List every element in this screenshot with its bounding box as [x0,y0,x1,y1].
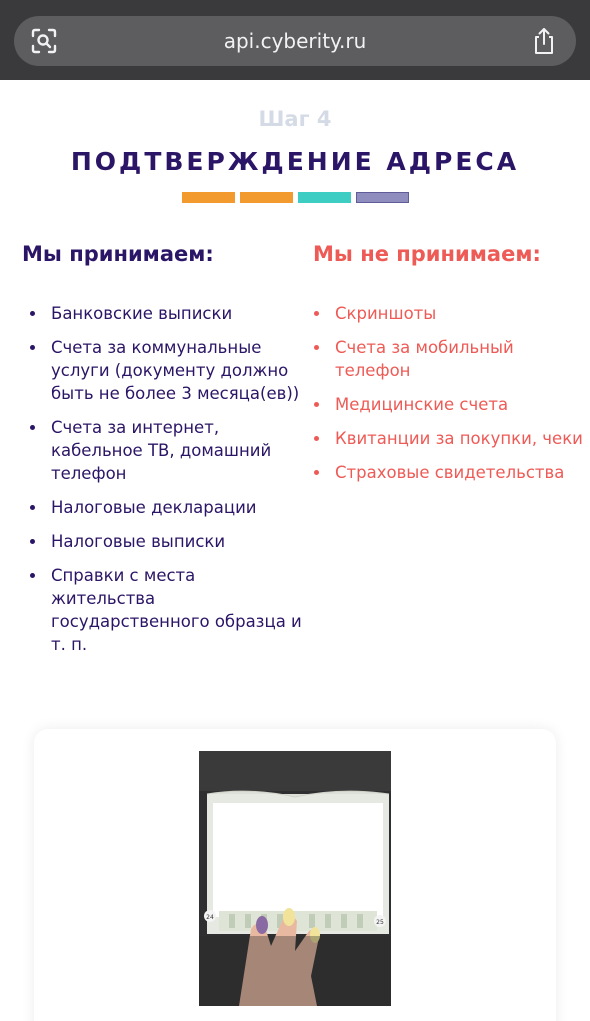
list-item: Скриншоты [312,302,590,325]
list-item: Банковские выписки [28,302,304,325]
url-text: api.cyberity.ru [223,29,367,53]
progress-segment [240,192,293,203]
list-item: Налоговые выписки [28,530,304,553]
progress-segment [182,192,235,203]
address-bar[interactable] [14,16,576,66]
page-number: 25 [376,919,384,926]
list-item: Квитанции за покупки, чеки [312,427,590,450]
progress-segment [356,192,409,203]
example-document-photo [199,751,391,1006]
list-item: Налоговые декларации [28,496,304,519]
list-item: Медицинские счета [312,393,590,416]
step-label: Шаг 4 [258,107,332,131]
list-item: Счета за коммунальные услуги (документу должно быть не более 3 месяца(ев)) [28,336,304,405]
step-progress [182,192,409,204]
rejected-list [312,302,590,495]
page-number: 24 [206,914,214,921]
progress-segment [298,192,351,203]
accepted-heading: Мы принимаем: [22,242,214,266]
list-item: Счета за интернет, кабельное ТВ, домашний телефон [28,416,304,485]
browser-toolbar [0,0,590,80]
list-item: Страховые свидетельства [312,461,590,484]
rejected-heading: Мы не принимаем: [313,242,541,266]
list-item: Счета за мобильный телефон [312,336,590,382]
page-title: ПОДТВЕРЖДЕНИЕ АДРЕСА [70,147,520,176]
list-item: Справки с места жительства государственного образца и т. п. [28,564,304,656]
share-icon[interactable] [532,27,556,55]
accepted-list [28,302,304,667]
